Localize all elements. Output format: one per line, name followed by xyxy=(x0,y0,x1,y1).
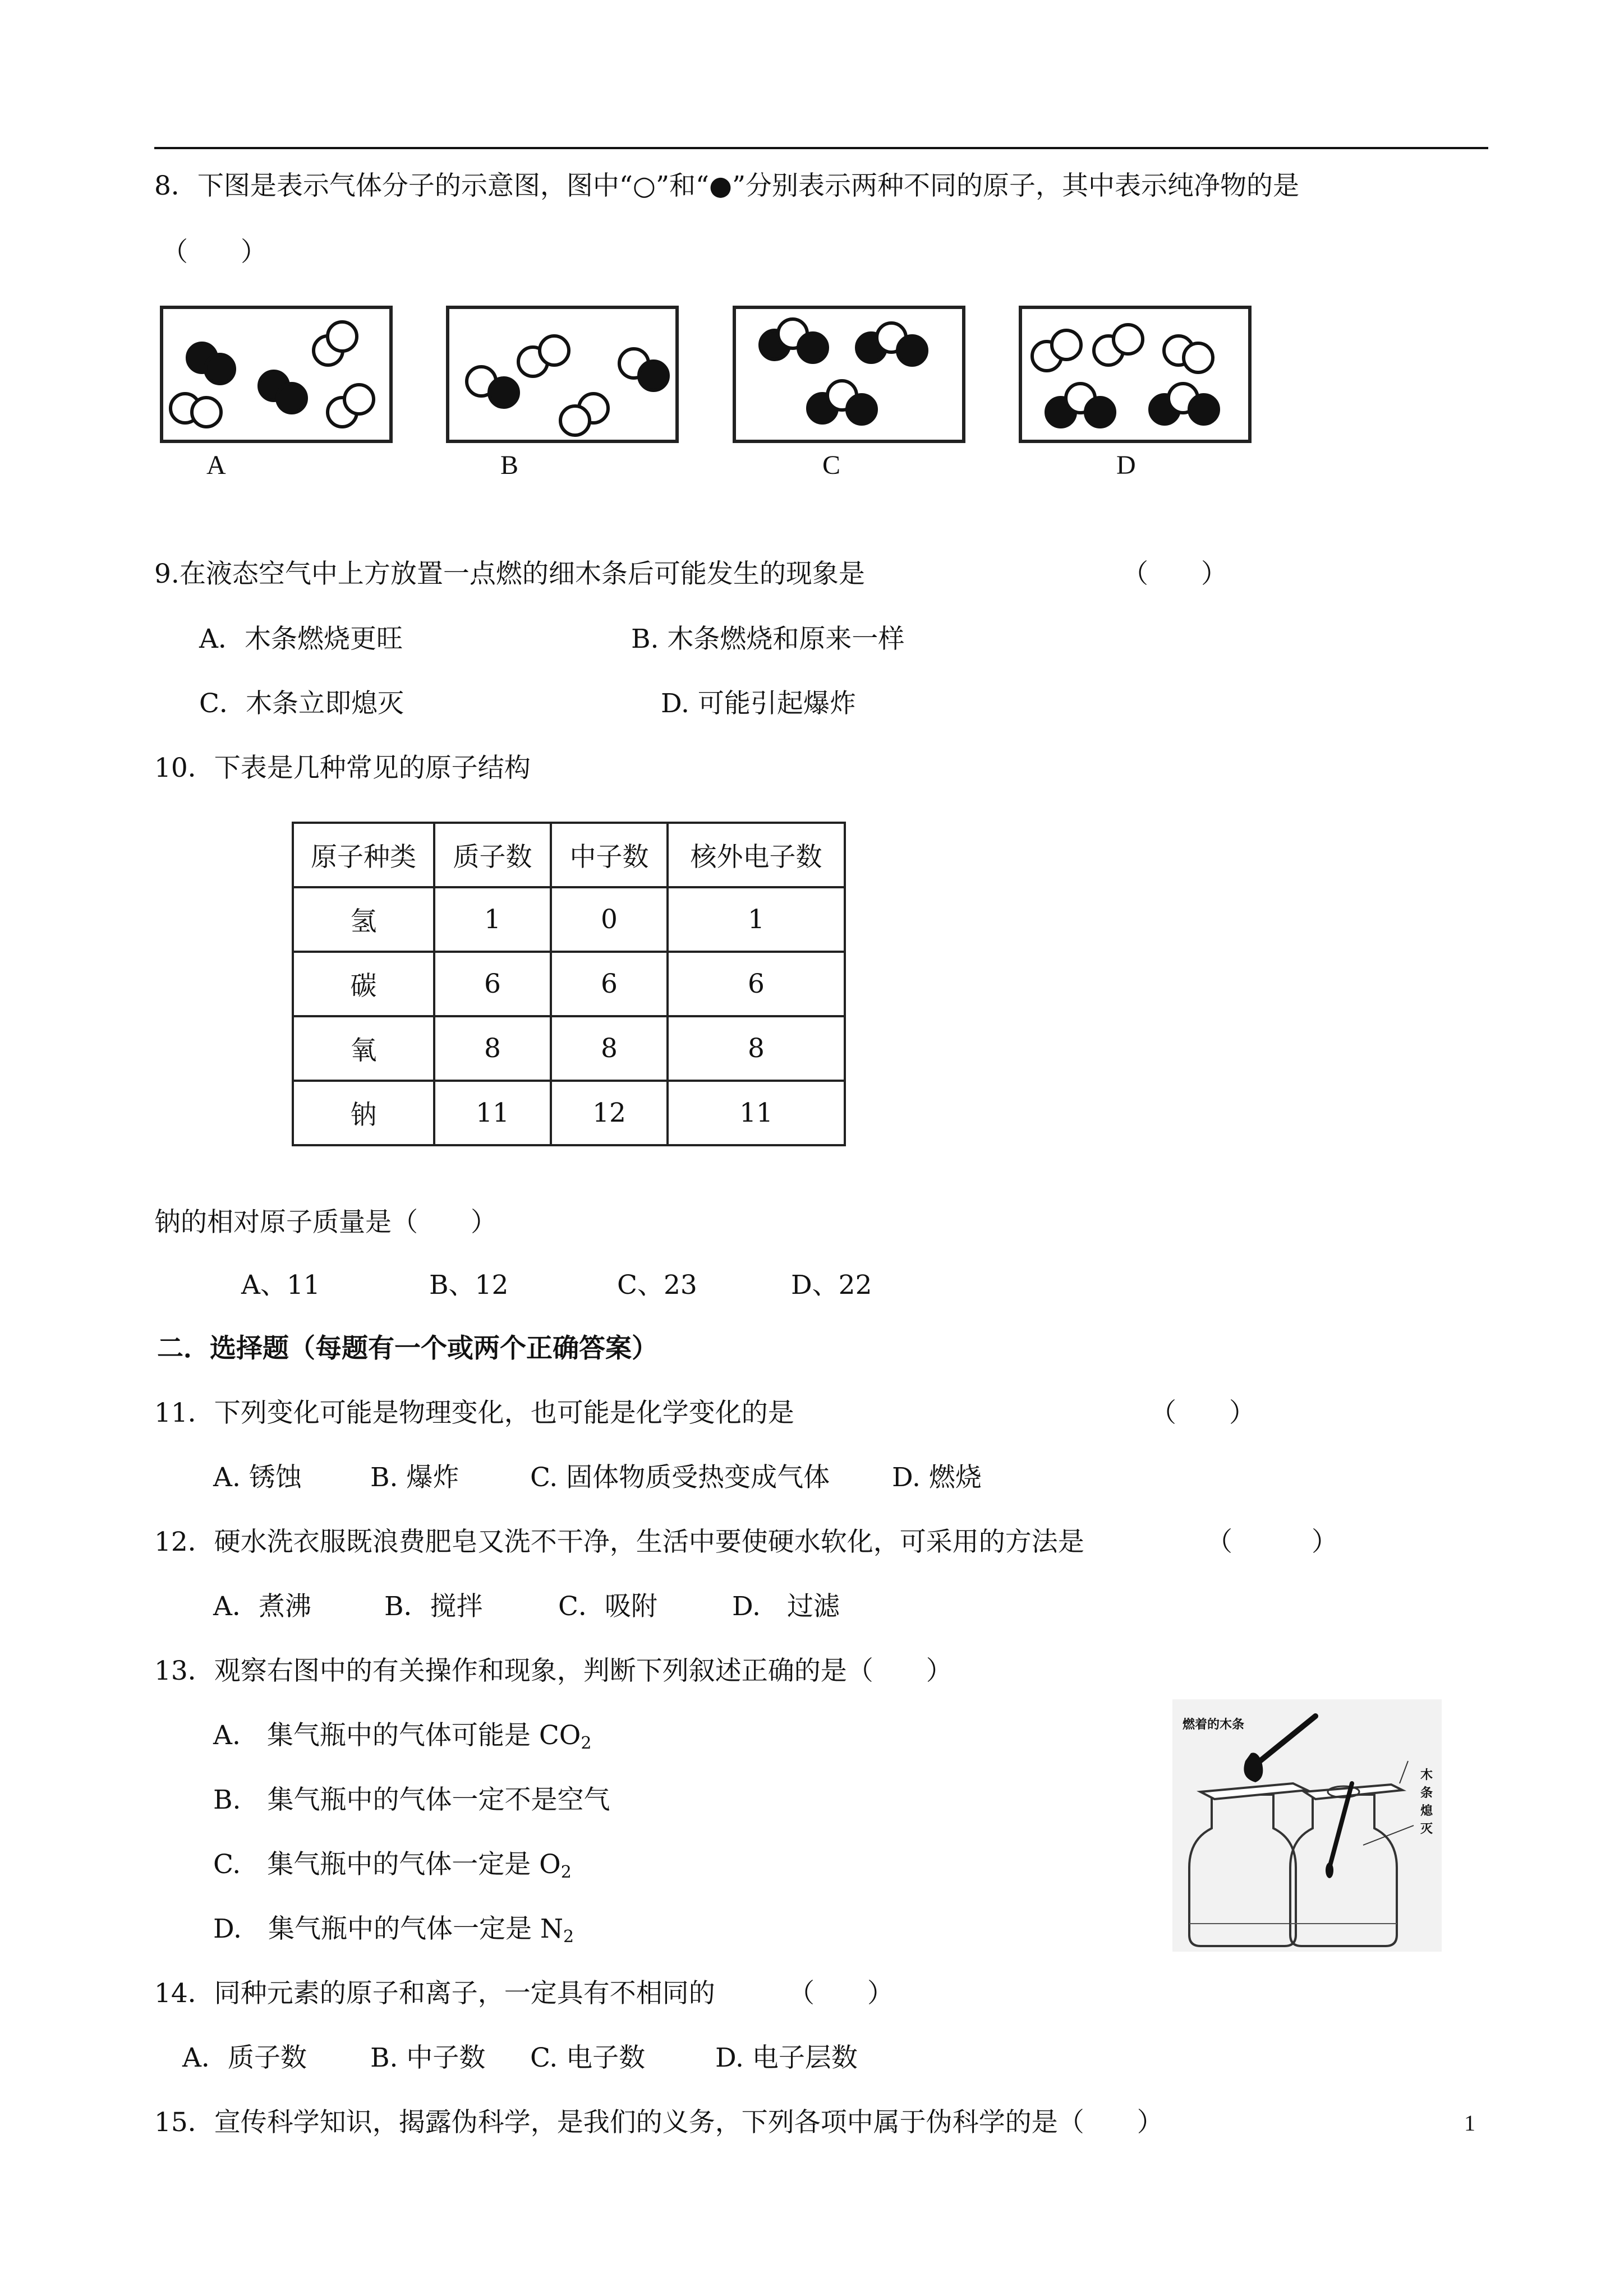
table-cell: 11 xyxy=(434,1081,551,1145)
table-header-row xyxy=(293,823,845,887)
q14-option-b: B. 中子数 xyxy=(370,2043,486,2073)
q13-option-b: B. 集气瓶中的气体一定不是空气 xyxy=(213,1785,610,1815)
q10-option-a: A、11 xyxy=(241,1270,320,1301)
atom-structure-table xyxy=(292,822,846,1146)
header-rule xyxy=(154,147,1488,149)
label-b: B xyxy=(500,450,519,480)
table-cell: 氢 xyxy=(293,887,434,952)
white-atom xyxy=(1112,323,1144,356)
black-atom xyxy=(797,331,829,364)
q9-option-c: C．木条立即熄灭 xyxy=(199,688,404,719)
white-atom xyxy=(1182,342,1214,374)
table-cell: 6 xyxy=(668,952,845,1016)
q10-stem: 10．下表是几种常见的原子结构 xyxy=(154,753,531,783)
white-atom xyxy=(343,383,375,416)
q11-option-c: C. 固体物质受热变成气体 xyxy=(530,1462,830,1493)
q9-stem: 9.在液态空气中上方放置一点燃的细木条后可能发生的现象是 xyxy=(154,559,865,589)
q10-option-c: C、23 xyxy=(617,1270,697,1301)
q14-paren: （ ） xyxy=(788,1978,894,2009)
q14-option-d: D. 电子层数 xyxy=(715,2043,858,2073)
black-atom xyxy=(487,376,520,409)
table-header: 原子种类 xyxy=(293,823,434,887)
q13-option-a: A. 集气瓶中的气体可能是 $CO_2$ xyxy=(213,1720,592,1753)
q12-option-a: A．煮沸 xyxy=(213,1591,311,1622)
table-row xyxy=(293,1016,845,1081)
q11-stem: 11．下列变化可能是物理变化，也可能是化学变化的是 xyxy=(154,1398,794,1428)
molecule-box-d xyxy=(1019,306,1252,443)
black-atom xyxy=(1084,396,1116,428)
q10-question: 钠的相对原子质量是（ ） xyxy=(154,1207,497,1238)
section-2-title: 二．选择题（每题有一个或两个正确答案） xyxy=(157,1333,658,1364)
q9-paren: （ ） xyxy=(1122,559,1227,589)
q10-option-d: D、22 xyxy=(791,1270,872,1301)
table-cell: 6 xyxy=(551,952,668,1016)
black-atom xyxy=(1188,393,1220,426)
table-cell: 氧 xyxy=(293,1016,434,1081)
white-atom xyxy=(538,334,571,367)
q12-option-b: B．搅拌 xyxy=(384,1591,483,1622)
white-atom xyxy=(1050,329,1083,361)
q14-option-c: C. 电子数 xyxy=(530,2043,646,2073)
table-header: 中子数 xyxy=(551,823,668,887)
q10-option-b: B、12 xyxy=(429,1270,509,1301)
q14-stem: 14．同种元素的原子和离子，一定具有不相同的 xyxy=(154,1978,715,2009)
q9-option-a: A．木条燃烧更旺 xyxy=(199,624,403,654)
molecule-box-c xyxy=(733,306,965,443)
table-header: 核外电子数 xyxy=(668,823,845,887)
q11-option-d: D. 燃烧 xyxy=(892,1462,982,1493)
black-atom xyxy=(204,353,236,385)
molecule-box-a xyxy=(160,306,393,443)
table-cell: 8 xyxy=(551,1016,668,1081)
table-row xyxy=(293,952,845,1016)
table-cell: 0 xyxy=(551,887,668,952)
q14-option-a: A．质子数 xyxy=(182,2043,307,2073)
label-d: D xyxy=(1116,450,1136,480)
q12-option-d: D. 过滤 xyxy=(732,1591,840,1622)
figure-label-extinguished: 木 条 熄 灭 xyxy=(1420,1768,1433,1836)
q8-stem: 8．下图是表示气体分子的示意图，图中“○”和“●”分别表示两种不同的原子，其中表示纯净物的是 xyxy=(154,170,1300,201)
table-cell: 11 xyxy=(668,1081,845,1145)
q13-option-d: D. 集气瓶中的气体一定是 $N_2$ xyxy=(213,1914,574,1947)
table-cell: 碳 xyxy=(293,952,434,1016)
table-cell: 12 xyxy=(551,1081,668,1145)
white-atom xyxy=(190,396,223,428)
table-cell: 1 xyxy=(434,887,551,952)
table-row xyxy=(293,887,845,952)
black-atom xyxy=(637,359,670,392)
q11-option-b: B. 爆炸 xyxy=(370,1462,459,1493)
q12-stem: 12．硬水洗衣服既浪费肥皂又洗不干净，生活中要使硬水软化，可采用的方法是 xyxy=(154,1527,1084,1557)
q12-option-c: C．吸附 xyxy=(558,1591,657,1622)
q13-stem: 13．观察右图中的有关操作和现象，判断下列叙述正确的是（ ） xyxy=(154,1656,953,1686)
gas-jar-drawing xyxy=(1172,1699,1442,1952)
table-cell: 8 xyxy=(434,1016,551,1081)
black-atom xyxy=(896,334,928,367)
q13-option-c: C. 集气瓶中的气体一定是 $O_2$ xyxy=(213,1849,572,1882)
table-cell: 6 xyxy=(434,952,551,1016)
label-c: C xyxy=(822,450,841,480)
q9-option-b: B. 木条燃烧和原来一样 xyxy=(631,624,905,654)
table-row xyxy=(293,1081,845,1145)
black-atom xyxy=(845,393,878,426)
table-cell: 1 xyxy=(668,887,845,952)
q11-paren: （ ） xyxy=(1150,1398,1255,1428)
q12-paren: （ ） xyxy=(1206,1527,1338,1557)
q8-paren: （ ） xyxy=(162,237,267,268)
white-atom xyxy=(559,404,591,437)
figure-label-burning-splint: 燃着的木条 xyxy=(1183,1718,1245,1732)
black-atom xyxy=(275,382,308,414)
label-a: A xyxy=(206,450,226,480)
table-header: 质子数 xyxy=(434,823,551,887)
table-cell: 8 xyxy=(668,1016,845,1081)
molecule-box-b xyxy=(446,306,679,443)
table-cell: 钠 xyxy=(293,1081,434,1145)
q9-option-d: D. 可能引起爆炸 xyxy=(661,688,856,719)
gas-jar-figure xyxy=(1172,1699,1442,1952)
q11-option-a: A. 锈蚀 xyxy=(213,1462,302,1493)
white-atom xyxy=(326,320,358,353)
q15-stem: 15．宣传科学知识，揭露伪科学，是我们的义务，下列各项中属于伪科学的是（ ） xyxy=(154,2107,1163,2138)
page-number: 1 xyxy=(1464,2110,1475,2136)
